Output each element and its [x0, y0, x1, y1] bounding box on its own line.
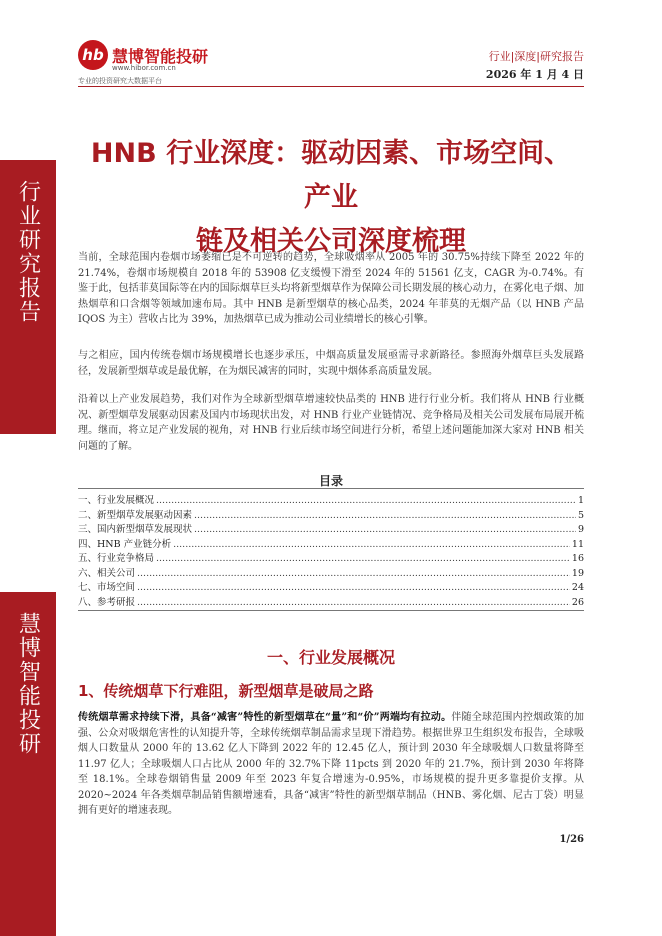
logo-icon: hb [78, 40, 108, 70]
page-number: 1/26 [559, 834, 584, 845]
toc-item-page: 5 [577, 509, 584, 521]
toc-leader [137, 582, 570, 593]
toc-item-label: 三、国内新型烟草发展现状 [78, 524, 193, 535]
sidebar-brand-label: 慧博智能投研 [15, 612, 41, 756]
toc-item-page: 9 [577, 524, 584, 535]
toc-top-rule [78, 488, 584, 489]
summary-paragraph-1: 当前，全球范围内卷烟市场萎缩已是不可逆转的趋势，全球吸烟率从 2005 年的 30.75%持续下降至 2022 年的 21.74%，卷烟市场规模自 2018 年的 53908 亿支缓慢下滑至 2024 年的 51561 亿支，CAGR 为-0.74%。有鉴于此，包括菲莫国际等在内的国际烟草巨头均将新型烟草作为保障公司长期发展的核心动力，在雾化电子烟、加热烟草和口含烟等领域加速布局。其中 HNB 是新型烟草的核心品类，2024 年菲莫的无烟产品（以 HNB 产品 IQOS 为主）营收占比为 39%，加热烟草已成为推动公司业绩增长的核心引擎。 [78, 252, 584, 325]
toc-item-label: 四、HNB 产业链分析 [78, 538, 172, 550]
toc-item[interactable] [78, 521, 584, 536]
toc-item-label: 七、市场空间 [78, 582, 136, 593]
toc-leader [173, 539, 570, 550]
toc-leader [156, 495, 576, 506]
header-divider [78, 86, 584, 87]
toc-item-page: 1 [577, 495, 584, 506]
toc-item-label: 二、新型烟草发展驱动因素 [78, 509, 193, 521]
toc-item-page: 26 [571, 596, 584, 608]
summary-paragraph-3: 沿着以上产业发展趋势，我们对作为全球新型烟草增速较快品类的 HNB 进行行业分析。我们将从 HNB 行业概况、新型烟草发展驱动因素及国内市场现状出发，对 HNB 行业产业链情况、竞争格局及相关公司发展布局展开梳理。继而，将立足产业发展的视角，对 HNB 行业后续市场空间进行分析，希望上述问题能加深大家对 HNB 相关问题的了解。 [78, 394, 584, 452]
subsection-heading: 1、传统烟草下行难阻，新型烟草是破局之路 [78, 682, 374, 700]
toc-item-label: 六、相关公司 [78, 567, 136, 579]
toc-bottom-rule [78, 610, 584, 611]
toc-item-label: 八、参考研报 [78, 596, 136, 608]
toc-item[interactable] [78, 492, 584, 507]
page-header [78, 40, 584, 84]
toc-item[interactable] [78, 579, 584, 594]
toc-item-label: 五、行业竞争格局 [78, 553, 155, 564]
toc-item[interactable] [78, 507, 584, 522]
report-title-line-2: 链及相关公司深度梳理 [196, 226, 466, 257]
report-title-line-1: HNB 行业深度：驱动因素、市场空间、产业 [90, 138, 572, 213]
toc-leader [194, 510, 576, 521]
summary-paragraph-2: 与之相应，国内传统卷烟市场规模增长也逐步承压，中烟高质量发展亟需寻求新路径。参照海外烟草巨头发展路径，发展新型烟草或是最优解，在为烟民减害的同时，实现中烟体系高质量发展。 [78, 350, 584, 377]
toc-leader [156, 553, 570, 564]
logo-url: www.hibor.com.cn [112, 64, 176, 72]
toc-leader [194, 524, 576, 535]
report-title [78, 132, 584, 264]
toc-leader [137, 597, 570, 608]
toc-item-page: 16 [571, 553, 584, 564]
sidebar-top-band [0, 160, 56, 434]
toc-item-page: 11 [571, 538, 584, 550]
toc-item-page: 24 [571, 582, 584, 593]
section-heading: 一、行业发展概况 [266, 648, 395, 667]
toc-leader [137, 568, 570, 579]
report-date: 2026 年 1 月 4 日 [485, 68, 584, 81]
logo-tagline: 专业的投资研究大数据平台 [78, 77, 162, 85]
toc-item-label: 一、行业发展概况 [78, 495, 155, 506]
toc-item[interactable] [78, 550, 584, 565]
toc-title: 目录 [318, 474, 343, 488]
report-type: 行业|深度|研究报告 [488, 50, 584, 63]
section-lead-sentence: 传统烟草需求持续下滑，具备“减害”特性的新型烟草在“量”和“价”两端均有拉动。 [78, 712, 452, 723]
table-of-contents [78, 492, 584, 608]
section-paragraph [78, 710, 584, 819]
sidebar [0, 0, 56, 936]
section-body-text: 伴随全球范围内控烟政策的加强、公众对吸烟危害性的认知提升等，全球传统烟草制品需求呈现下滑趋势。根据世界卫生组织发布报告，全球吸烟人口数量从 2000 年的 13.62 亿人下降到 2022 年的 12.45 亿人，预计到 2030 年全球吸烟人口数量将降至 11.97 亿人；全球吸烟人口占比从 2000 年的 32.7%下降 11pcts 到 2020 年的 21.7%，预计到 2030 年将降至 18.1%。全球卷烟销售量 2009 年至 2023 年复合增速为-0.95%，市场规模的提升更多靠提价支撑。从 2020~2024 年各类烟草制品销售额增速看，具备“减害”特性的新型烟草制品（HNB、雾化烟、尼古丁袋）明显拥有更好的增速表现。 [78, 712, 584, 816]
toc-item[interactable] [78, 565, 584, 580]
toc-item[interactable] [78, 594, 584, 609]
toc-item[interactable] [78, 536, 584, 551]
sidebar-bottom-band [0, 592, 56, 936]
logo-name: 慧博智能投研 [112, 46, 209, 66]
toc-item-page: 19 [571, 567, 584, 579]
sidebar-report-label: 行业研究报告 [15, 180, 41, 324]
